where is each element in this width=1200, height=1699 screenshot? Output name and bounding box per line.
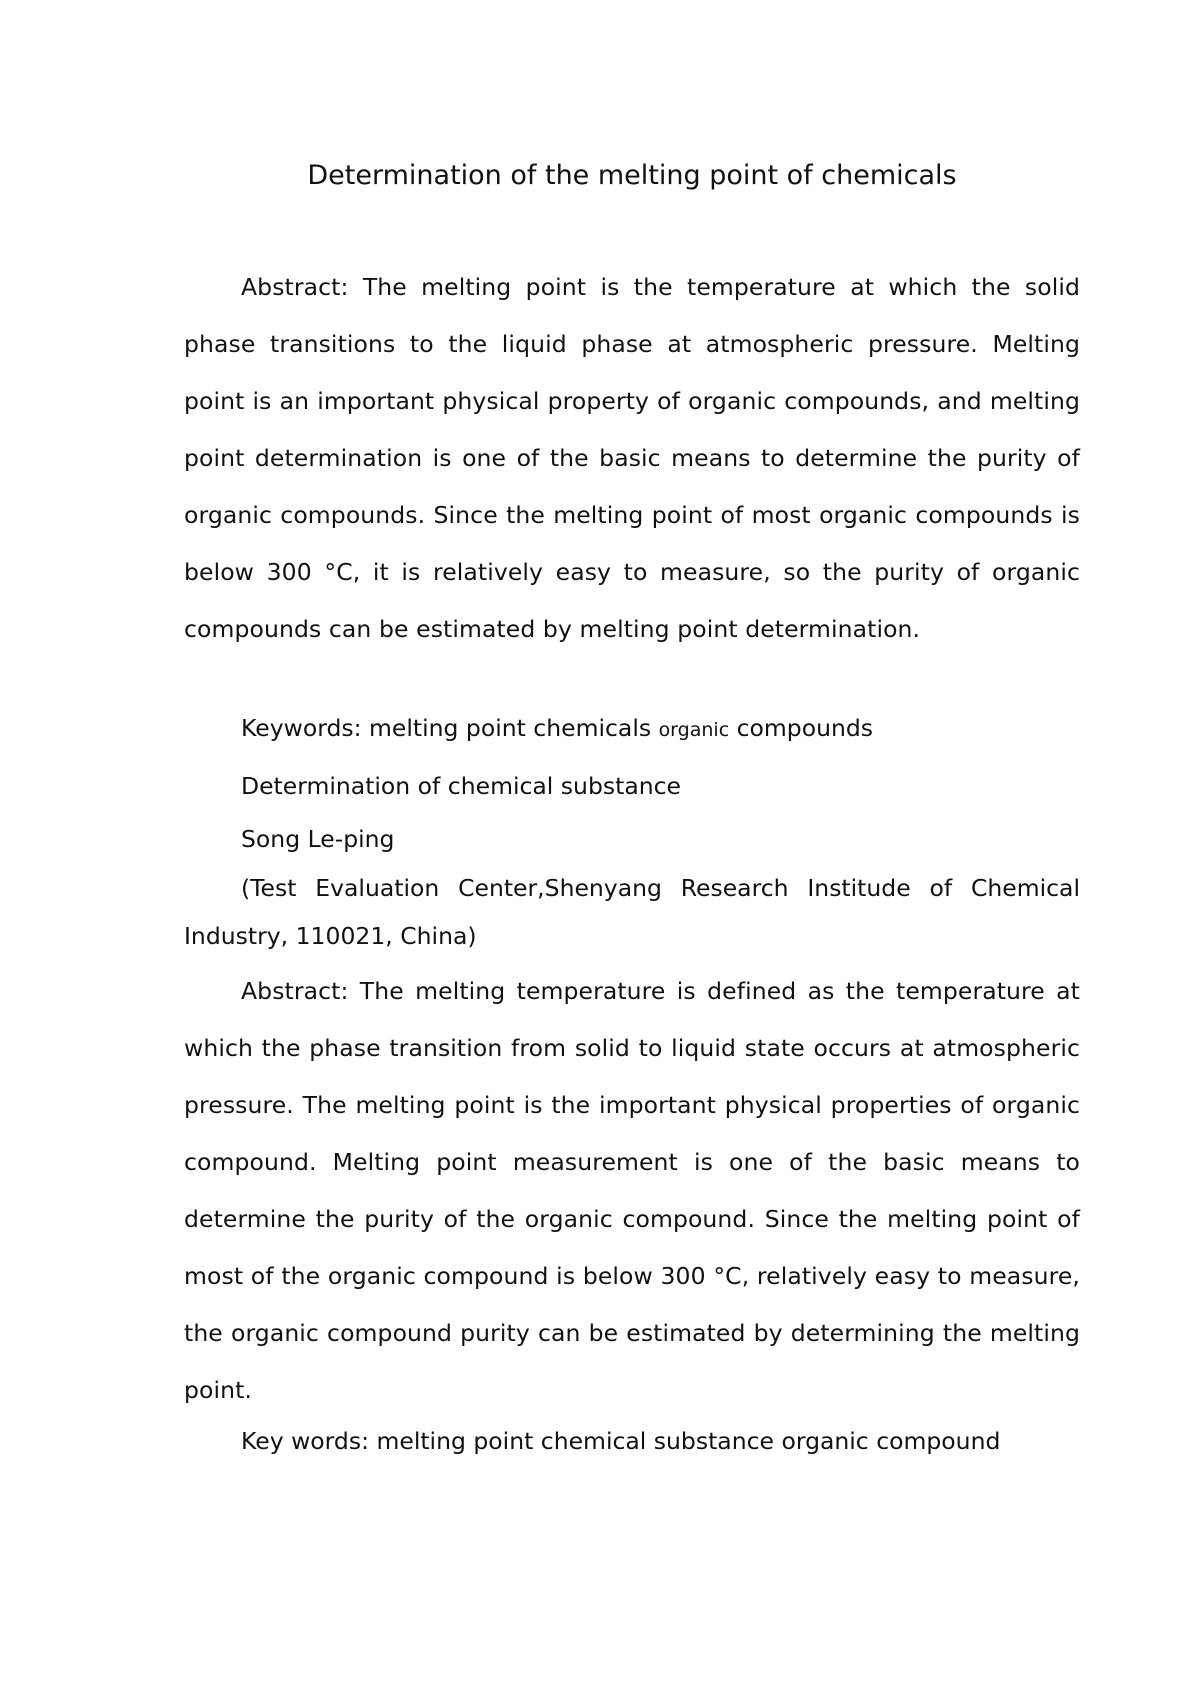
english-title: Determination of chemical substance (241, 772, 681, 800)
author-name: Song Le-ping (241, 825, 395, 853)
document-body (184, 158, 1080, 1463)
keywords-small-word: organic (658, 719, 730, 741)
keywords-suffix: compounds (729, 714, 874, 742)
affiliation: (Test Evaluation Center,Shenyang Research Institude of Chemical Industry, 110021, China) (184, 874, 1080, 950)
keywords-line (184, 700, 1080, 759)
abstract-paragraph-2: Abstract: The melting temperature is defined as the temperature at which the phase transition from solid to liquid state occurs at atmospheric pressure. The melting point is the important physical properties of organic compound. Melting point measurement is one of the basic means to determine the purity of the organic compound. Since the melting point of most of the organic compound is below 300 °C, relatively easy to measure, the organic compound purity can be estimated by determining the melting point. (184, 977, 1080, 1404)
document-title: Determination of the melting point of chemicals (307, 160, 957, 191)
abstract-paragraph-1: Abstract: The melting point is the temperature at which the solid phase transitions to the liquid phase at atmospheric pressure. Melting point is an important physical property of organic compounds, and melting point determination is one of the basic means to determine the purity of organic compounds. Since the melting point of most organic compounds is below 300 °C, it is relatively easy to measure, so the purity of organic compounds can be estimated by melting point determination. (184, 273, 1080, 643)
keywords-prefix: Keywords: melting point chemicals (241, 714, 659, 742)
key-words-line: Key words: melting point chemical substance organic compound (241, 1427, 1001, 1455)
